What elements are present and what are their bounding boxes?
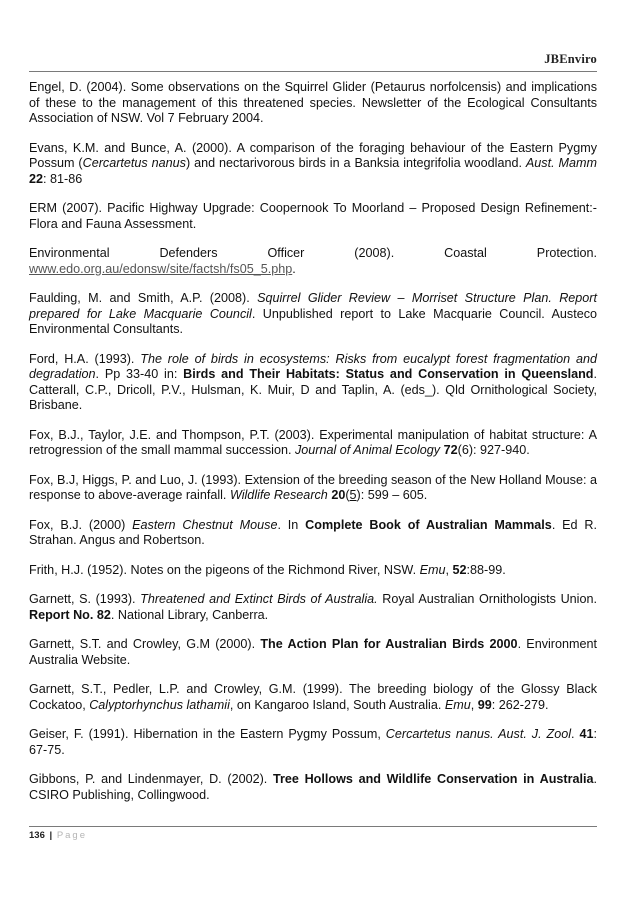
reference-entry bbox=[29, 518, 597, 549]
reference-link[interactable]: www.edo.org.au/edonsw/site/factsh/fs05_5.php bbox=[29, 261, 293, 276]
reference-text: Ford, H.A. (1993). bbox=[29, 351, 141, 366]
reference-entry bbox=[29, 727, 597, 758]
reference-entry bbox=[29, 246, 597, 277]
reference-text: Royal Australian Ornithologists Union. bbox=[377, 592, 597, 606]
reference-entry bbox=[29, 637, 597, 668]
page-number: 136 bbox=[29, 830, 45, 841]
reference-text: : 262-279. bbox=[491, 697, 549, 712]
reference-entry bbox=[29, 428, 597, 459]
reference-text: . bbox=[571, 727, 580, 741]
brand-logo-text: JBEnviro bbox=[544, 52, 597, 66]
reference-list bbox=[29, 80, 597, 817]
reference-bold-text: 20 bbox=[331, 488, 346, 502]
reference-text: (6): 927-940. bbox=[457, 443, 530, 457]
reference-text: Evans, K.M. and Bunce, A. (2000). A comparison of the foraging behaviour of the Eastern Pygmy Possum ( bbox=[29, 140, 597, 170]
reference-entry bbox=[29, 473, 597, 504]
reference-bold-text: 52 bbox=[452, 562, 467, 577]
reference-text: Gibbons, P. and Lindenmayer, D. (2002). bbox=[29, 772, 273, 786]
reference-text: Frith, H.J. (1952). Notes on the pigeons of the Richmond River, NSW. bbox=[29, 562, 420, 577]
reference-text: ERM (2007). Pacific Highway Upgrade: Coopernook To Moorland – Proposed Design Refinement:- Flora and Fauna Assessment. bbox=[29, 201, 597, 231]
reference-italic-text: Cercartetus nanus bbox=[82, 156, 186, 170]
reference-entry bbox=[29, 141, 597, 188]
reference-text: Fox, B.J, Higgs, P. and Luo, J. (1993). Extension of the breeding season of the New Holland Mouse: a response to above-average rainfall. bbox=[29, 472, 597, 502]
reference-italic-text: Emu bbox=[444, 697, 471, 712]
reference-bold-text: Birds and Their Habitats: Status and Conservation in Queensland bbox=[183, 367, 594, 381]
reference-entry bbox=[29, 592, 597, 623]
reference-italic-text: Emu bbox=[419, 562, 446, 577]
reference-text: Geiser, F. (1991). Hibernation in the Eastern Pygmy Possum, bbox=[29, 727, 386, 741]
reference-text: ) and nectarivorous birds in a Banksia integrifolia woodland. bbox=[185, 156, 526, 170]
reference-text: : 67-75. bbox=[29, 727, 597, 757]
reference-text: Garnett, S.T. and Crowley, G.M (2000). bbox=[29, 637, 261, 651]
reference-text: Fox, B.J. (2000) bbox=[29, 517, 133, 532]
reference-bold-text: 72 bbox=[443, 443, 458, 457]
reference-italic-text: Cercartetus nanus. Aust. J. Zool bbox=[385, 727, 572, 741]
reference-text: :88-99. bbox=[466, 562, 506, 577]
reference-entry bbox=[29, 80, 597, 127]
page-header bbox=[29, 51, 597, 72]
reference-text: . National Library, Canberra. bbox=[110, 607, 269, 622]
reference-entry bbox=[29, 201, 597, 232]
reference-text: Garnett, S. (1993). bbox=[29, 592, 141, 606]
reference-entry bbox=[29, 563, 597, 579]
reference-text: ): 599 – 605. bbox=[356, 488, 428, 502]
reference-italic-text: Wildlife Research bbox=[229, 488, 328, 502]
reference-bold-text: The Action Plan for Australian Birds 2000 bbox=[260, 637, 518, 651]
reference-text: ( bbox=[345, 488, 350, 502]
reference-bold-text: 22 bbox=[29, 171, 44, 186]
reference-italic-text: Eastern Chestnut Mouse bbox=[132, 517, 278, 532]
reference-text: . Catterall, C.P., Dricoll, P.V., Hulsman, K. Muir, D and Taplin, A. (eds_). Qld Ornithological Society, Brisbane. bbox=[29, 367, 597, 412]
reference-text: Environmental Defenders Officer (2008). Coastal Protection. bbox=[29, 246, 597, 260]
reference-text: . CSIRO Publishing, Collingwood. bbox=[29, 772, 597, 802]
page-footer bbox=[29, 826, 597, 841]
reference-entry bbox=[29, 772, 597, 803]
reference-italic-text: Journal of Animal Ecology bbox=[294, 443, 441, 457]
reference-text: Fox, B.J., Taylor, J.E. and Thompson, P.T. (2003). Experimental manipulation of habitat structure: A retrogression of the small mammal succession. bbox=[29, 427, 597, 457]
reference-entry bbox=[29, 682, 597, 713]
page-label: Page bbox=[56, 830, 87, 841]
reference-text: Engel, D. (2004). Some observations on the Squirrel Glider (Petaurus norfolcensis) and implications of these to the management of this threatened species. Newsletter of the Ecological Consultants Association of NSW. Vol 7 February 2004. bbox=[29, 80, 597, 125]
reference-italic-text: Threatened and Extinct Birds of Australia. bbox=[140, 592, 378, 606]
reference-text: . Unpublished report to Lake Macquarie Council. Austeco Environmental Consultants. bbox=[29, 306, 598, 336]
reference-text: , bbox=[445, 562, 453, 577]
reference-bold-text: 41 bbox=[579, 727, 594, 741]
reference-text: . bbox=[292, 261, 296, 276]
reference-italic-text: The role of birds in ecosystems: Risks from eucalypt forest fragmentation and degradation bbox=[29, 351, 597, 381]
reference-bold-text: 99 bbox=[477, 697, 492, 712]
reference-text: : 81-86 bbox=[43, 171, 83, 186]
reference-bold-text: Complete Book of Australian Mammals bbox=[305, 517, 552, 532]
reference-text: . Environment Australia Website. bbox=[29, 637, 597, 667]
reference-entry bbox=[29, 352, 597, 414]
reference-bold-text: Report No. 82 bbox=[29, 607, 111, 622]
reference-text: . Pp 33-40 in: bbox=[95, 367, 184, 381]
reference-bold-text: Tree Hollows and Wildlife Conservation in Australia bbox=[272, 772, 594, 786]
reference-text: . In bbox=[277, 517, 306, 532]
reference-text: . Ed R. Strahan. Angus and Robertson. bbox=[29, 517, 598, 547]
reference-entry bbox=[29, 291, 597, 338]
reference-italic-text: Aust. Mamm bbox=[525, 156, 597, 170]
reference-text: Faulding, M. and Smith, A.P. (2008). bbox=[29, 291, 258, 305]
reference-text: , on Kangaroo Island, South Australia. bbox=[229, 697, 445, 712]
reference-text: Garnett, S.T., Pedler, L.P. and Crowley, G.M. (1999). The breeding biology of the Glossy Black Cockatoo, bbox=[29, 682, 597, 712]
footer-separator: | bbox=[49, 830, 53, 841]
reference-underlined-text: 5 bbox=[349, 488, 357, 502]
reference-italic-text: Squirrel Glider Review – Morriset Structure Plan. Report prepared for Lake Macquarie Council bbox=[29, 291, 598, 321]
reference-text: , bbox=[470, 697, 478, 712]
reference-italic-text: Calyptorhynchus lathamii bbox=[89, 697, 230, 712]
